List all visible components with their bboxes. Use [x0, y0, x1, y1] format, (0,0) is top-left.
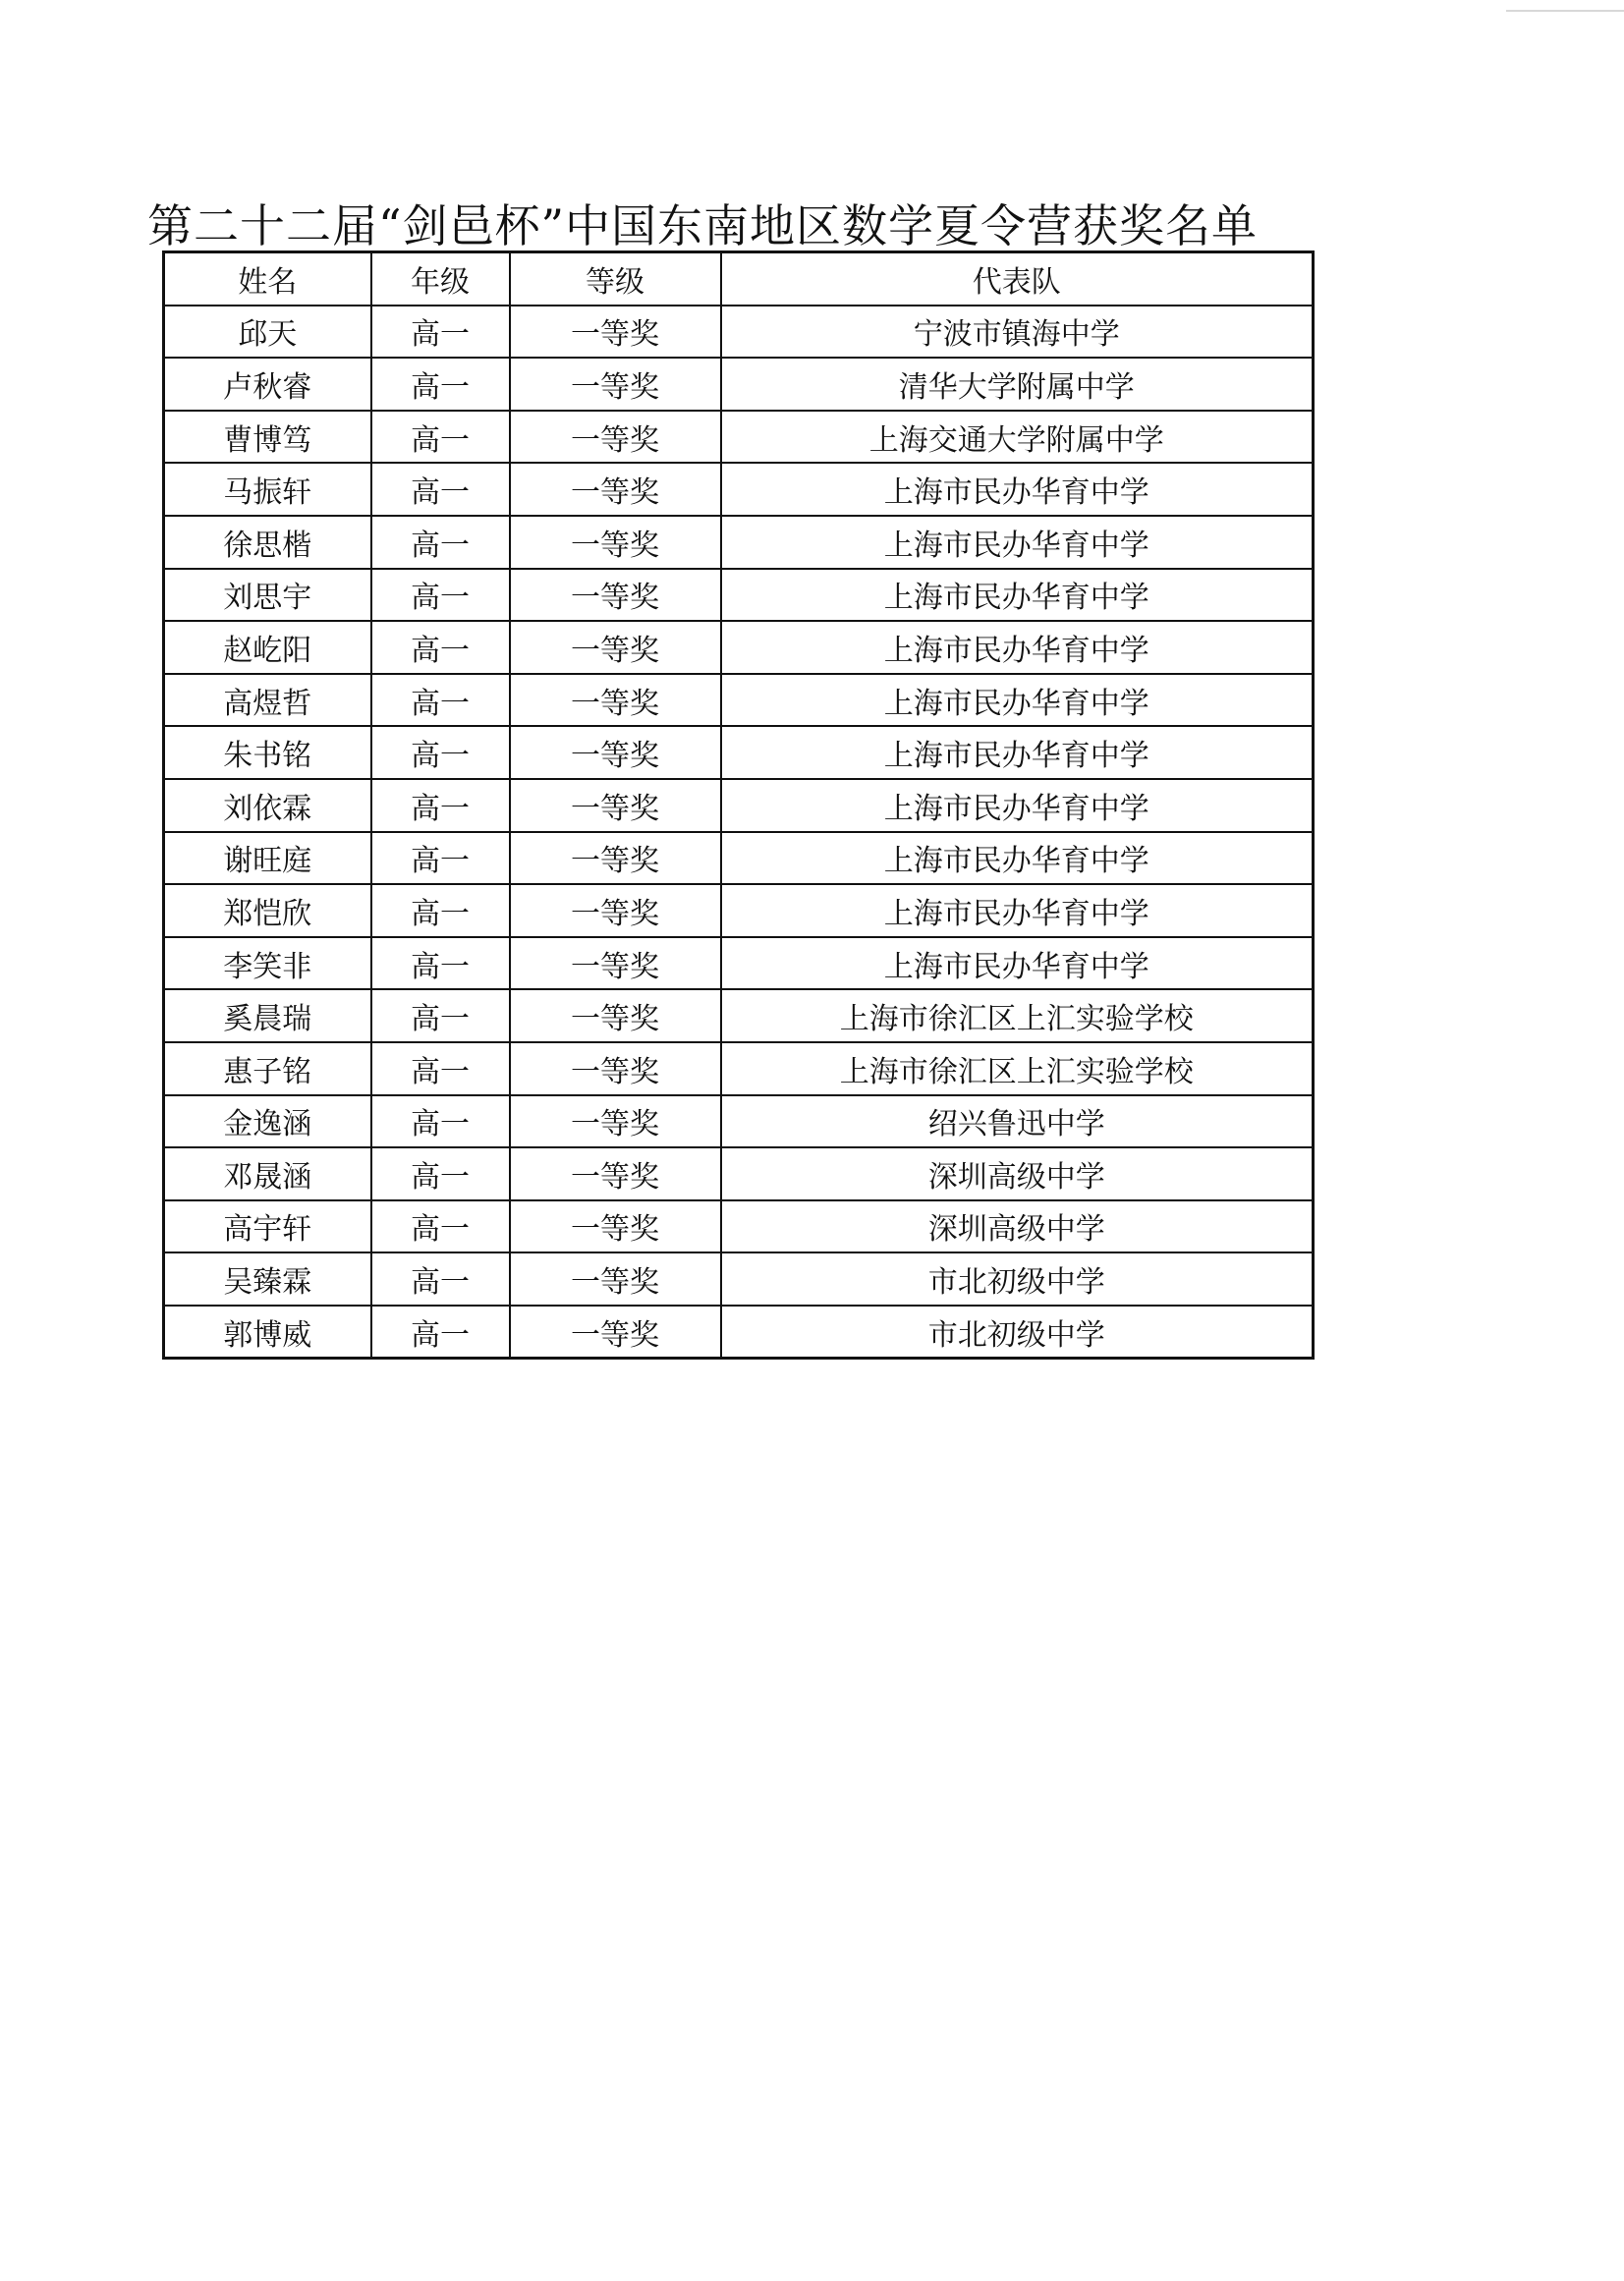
cell-level: 一等奖 [510, 1252, 721, 1306]
cell-level: 一等奖 [510, 1200, 721, 1253]
cell-grade: 高一 [371, 306, 510, 359]
cell-grade: 高一 [371, 1095, 510, 1148]
cell-level: 一等奖 [510, 1042, 721, 1095]
cell-name: 刘依霖 [164, 779, 371, 832]
cell-name: 马振轩 [164, 463, 371, 516]
cell-team: 上海交通大学附属中学 [721, 411, 1314, 464]
cell-level: 一等奖 [510, 937, 721, 990]
table-row [164, 1252, 1314, 1306]
table-row [164, 516, 1314, 569]
cell-level: 一等奖 [510, 726, 721, 779]
cell-grade: 高一 [371, 621, 510, 674]
cell-grade: 高一 [371, 411, 510, 464]
table-row [164, 884, 1314, 937]
cell-grade: 高一 [371, 1306, 510, 1359]
table-row [164, 463, 1314, 516]
cell-grade: 高一 [371, 569, 510, 622]
cell-level: 一等奖 [510, 884, 721, 937]
header-row [164, 252, 1314, 306]
cell-name: 邱天 [164, 306, 371, 359]
cell-team: 市北初级中学 [721, 1306, 1314, 1359]
scan-edge-mark [1506, 10, 1624, 12]
table-header [164, 252, 1314, 306]
cell-name: 徐思楷 [164, 516, 371, 569]
cell-grade: 高一 [371, 989, 510, 1042]
header-level: 等级 [510, 252, 721, 306]
cell-team: 上海市民办华育中学 [721, 463, 1314, 516]
cell-grade: 高一 [371, 674, 510, 727]
cell-team: 清华大学附属中学 [721, 358, 1314, 411]
table-row [164, 306, 1314, 359]
cell-team: 上海市民办华育中学 [721, 779, 1314, 832]
cell-name: 卢秋睿 [164, 358, 371, 411]
cell-level: 一等奖 [510, 621, 721, 674]
table-row [164, 989, 1314, 1042]
table-row [164, 358, 1314, 411]
cell-name: 李笑非 [164, 937, 371, 990]
cell-grade: 高一 [371, 1042, 510, 1095]
header-name: 姓名 [164, 252, 371, 306]
cell-level: 一等奖 [510, 1095, 721, 1148]
cell-team: 上海市民办华育中学 [721, 569, 1314, 622]
table-body [164, 306, 1314, 1359]
cell-name: 邓晟涵 [164, 1147, 371, 1200]
cell-team: 上海市民办华育中学 [721, 832, 1314, 885]
cell-grade: 高一 [371, 516, 510, 569]
table-row [164, 1200, 1314, 1253]
cell-level: 一等奖 [510, 569, 721, 622]
cell-team: 上海市民办华育中学 [721, 937, 1314, 990]
table-row [164, 1306, 1314, 1359]
table-row [164, 1095, 1314, 1148]
table-row [164, 779, 1314, 832]
cell-name: 郭博威 [164, 1306, 371, 1359]
table-row [164, 621, 1314, 674]
cell-grade: 高一 [371, 358, 510, 411]
table-row [164, 832, 1314, 885]
cell-team: 上海市徐汇区上汇实验学校 [721, 1042, 1314, 1095]
cell-name: 高宇轩 [164, 1200, 371, 1253]
cell-level: 一等奖 [510, 779, 721, 832]
cell-level: 一等奖 [510, 306, 721, 359]
cell-name: 刘思宇 [164, 569, 371, 622]
cell-name: 高煜哲 [164, 674, 371, 727]
cell-team: 宁波市镇海中学 [721, 306, 1314, 359]
cell-grade: 高一 [371, 726, 510, 779]
cell-grade: 高一 [371, 1252, 510, 1306]
cell-grade: 高一 [371, 463, 510, 516]
table-row [164, 937, 1314, 990]
cell-level: 一等奖 [510, 989, 721, 1042]
cell-grade: 高一 [371, 937, 510, 990]
table-row [164, 726, 1314, 779]
cell-grade: 高一 [371, 884, 510, 937]
cell-grade: 高一 [371, 832, 510, 885]
cell-team: 上海市徐汇区上汇实验学校 [721, 989, 1314, 1042]
cell-name: 郑恺欣 [164, 884, 371, 937]
cell-team: 上海市民办华育中学 [721, 621, 1314, 674]
document-title: 第二十二届“剑邑杯”中国东南地区数学夏令营获奖名单 [147, 199, 1259, 252]
cell-level: 一等奖 [510, 674, 721, 727]
cell-team: 上海市民办华育中学 [721, 726, 1314, 779]
cell-name: 赵屹阳 [164, 621, 371, 674]
cell-name: 惠子铭 [164, 1042, 371, 1095]
cell-name: 吴臻霖 [164, 1252, 371, 1306]
cell-grade: 高一 [371, 779, 510, 832]
cell-grade: 高一 [371, 1200, 510, 1253]
table-row [164, 411, 1314, 464]
cell-name: 谢旺庭 [164, 832, 371, 885]
cell-level: 一等奖 [510, 411, 721, 464]
cell-team: 深圳高级中学 [721, 1200, 1314, 1253]
cell-level: 一等奖 [510, 463, 721, 516]
cell-name: 朱书铭 [164, 726, 371, 779]
table-row [164, 569, 1314, 622]
awards-table [162, 250, 1315, 1360]
cell-name: 曹博笃 [164, 411, 371, 464]
cell-team: 市北初级中学 [721, 1252, 1314, 1306]
table-row [164, 1147, 1314, 1200]
cell-team: 上海市民办华育中学 [721, 674, 1314, 727]
cell-name: 金逸涵 [164, 1095, 371, 1148]
cell-team: 绍兴鲁迅中学 [721, 1095, 1314, 1148]
cell-name: 奚晨瑞 [164, 989, 371, 1042]
header-grade: 年级 [371, 252, 510, 306]
cell-level: 一等奖 [510, 516, 721, 569]
cell-level: 一等奖 [510, 358, 721, 411]
cell-level: 一等奖 [510, 1306, 721, 1359]
cell-grade: 高一 [371, 1147, 510, 1200]
table-row [164, 1042, 1314, 1095]
table-row [164, 674, 1314, 727]
cell-level: 一等奖 [510, 832, 721, 885]
cell-team: 上海市民办华育中学 [721, 516, 1314, 569]
cell-team: 上海市民办华育中学 [721, 884, 1314, 937]
header-team: 代表队 [721, 252, 1314, 306]
cell-level: 一等奖 [510, 1147, 721, 1200]
cell-team: 深圳高级中学 [721, 1147, 1314, 1200]
